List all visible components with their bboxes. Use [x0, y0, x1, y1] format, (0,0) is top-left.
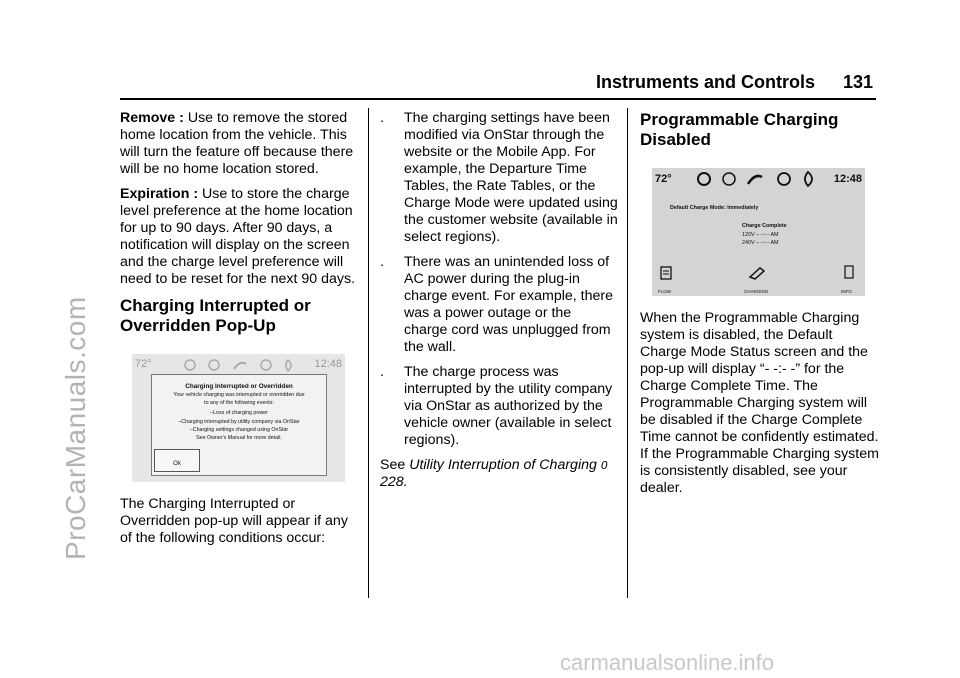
- status-icons: [184, 358, 302, 372]
- popup-line-2: to any of the following events:: [204, 400, 274, 406]
- header-rule: [120, 98, 876, 100]
- condition-item-1: [380, 110, 618, 246]
- conditions-list: [380, 110, 618, 449]
- screen-time: 12:48: [314, 358, 342, 370]
- remove-text: Use to remove the stored home location from the vehicle. This will turn the feature off because there will be no home location stored.: [120, 110, 354, 177]
- programmable-charging-heading: Programmable Charging Disabled: [640, 110, 839, 149]
- popup-dialog: [151, 374, 327, 476]
- screen-temp: 72°: [135, 358, 152, 370]
- ok-button[interactable]: [154, 449, 200, 472]
- remove-term: Remove :: [120, 110, 184, 126]
- charging-interrupted-screen: [132, 354, 345, 482]
- popup-line-5: –Charging settings changed using OnStar: [189, 427, 289, 433]
- see-link[interactable]: Utility Interruption of Charging: [409, 457, 597, 473]
- popup-title: Charging Interrupted or Overridden: [185, 383, 293, 390]
- column-2: [380, 110, 618, 499]
- bullet-mark: .: [380, 364, 384, 380]
- screen-time: 12:48: [833, 173, 862, 185]
- remove-paragraph: [120, 110, 358, 178]
- condition-text-3: The charge process was interrupted by the utility company via OnStar as authorized by the vehicle owner (available in select regions).: [404, 364, 613, 448]
- charging-label[interactable]: CHARGING: [744, 289, 769, 294]
- expiration-text: Use to store the charge level preference at the home location for up to 90 days. After 90 days, a notification will display on the screen and the charge level preference will need to be reset for the next 90 days.: [120, 186, 356, 287]
- column-1: [120, 110, 358, 555]
- expiration-paragraph: [120, 186, 358, 288]
- programmable-charging-body: When the Programmable Charging system is disabled, the Default Charge Mode Status screen and the pop-up will display “- -:- -” for the Charge Complete Time. The Programmable Charging system will be disabled if the Charge Complete Time cannot be confidently estimated. If the Programmable Charging system is consistently disabled, see your dealer.: [640, 310, 879, 496]
- side-watermark: ProCarManuals.com: [60, 296, 91, 560]
- section-title: Instruments and Controls: [596, 72, 816, 92]
- default-charge-mode: Default Charge Mode: Immediately: [670, 205, 759, 211]
- column-3: [640, 110, 880, 505]
- programmable-charging-screen: [652, 168, 865, 296]
- popup-line-6: See Owner's Manual for more detail.: [196, 435, 282, 441]
- see-prefix: See: [380, 457, 406, 473]
- condition-text-1: The charging settings have been modified via OnStar through the website or the Mobile App. For example, the Departure Time Tables, the Rate Tables, or the Charge Mode were updated using the customer website (available in select regions).: [404, 110, 618, 245]
- expiration-term: Expiration :: [120, 186, 199, 202]
- popup-line-4: –Charging interrupted by utility company via OnStar: [178, 419, 300, 425]
- bottom-watermark: carmanualsonline.info: [560, 650, 775, 675]
- condition-text-2: There was an unintended loss of AC power during the plug-in charge event. For example, there was a power outage or the charge cord was unplugged from the wall.: [404, 254, 613, 355]
- bullet-mark: .: [380, 110, 384, 126]
- flow-label[interactable]: FLOW: [658, 289, 671, 294]
- charge-complete-label: Charge Complete: [742, 223, 787, 229]
- popup-conditions-text: The Charging Interrupted or Overridden pop-up will appear if any of the following conditions occur:: [120, 496, 348, 546]
- screen-temp: 72°: [655, 173, 672, 185]
- popup-line-3: –Loss of charging power: [210, 410, 268, 416]
- condition-item-3: [380, 364, 618, 449]
- charge-240v: 240V – --:-- AM: [742, 240, 779, 246]
- info-label[interactable]: INFO: [841, 289, 852, 294]
- charge-120v: 120V – --:-- AM: [742, 232, 779, 238]
- bullet-mark: .: [380, 254, 384, 270]
- charging-icon[interactable]: [748, 265, 766, 281]
- charging-interrupted-heading: Charging Interrupted or Overridden Pop-Up: [120, 296, 311, 335]
- flow-icon[interactable]: [660, 266, 674, 280]
- see-reference: [380, 457, 618, 491]
- see-page[interactable]: 228.: [380, 474, 408, 490]
- info-icon[interactable]: [843, 265, 855, 279]
- status-icons: [696, 171, 822, 187]
- page-number: 131: [843, 72, 874, 92]
- page-ref-arrow-icon: 0: [600, 459, 608, 472]
- popup-line-1: Your vehicle charging was interrupted or overridden due: [173, 392, 305, 398]
- condition-item-2: [380, 254, 618, 356]
- ok-label: Ok: [173, 461, 181, 467]
- column-divider-1: [368, 108, 369, 598]
- column-divider-2: [627, 108, 628, 598]
